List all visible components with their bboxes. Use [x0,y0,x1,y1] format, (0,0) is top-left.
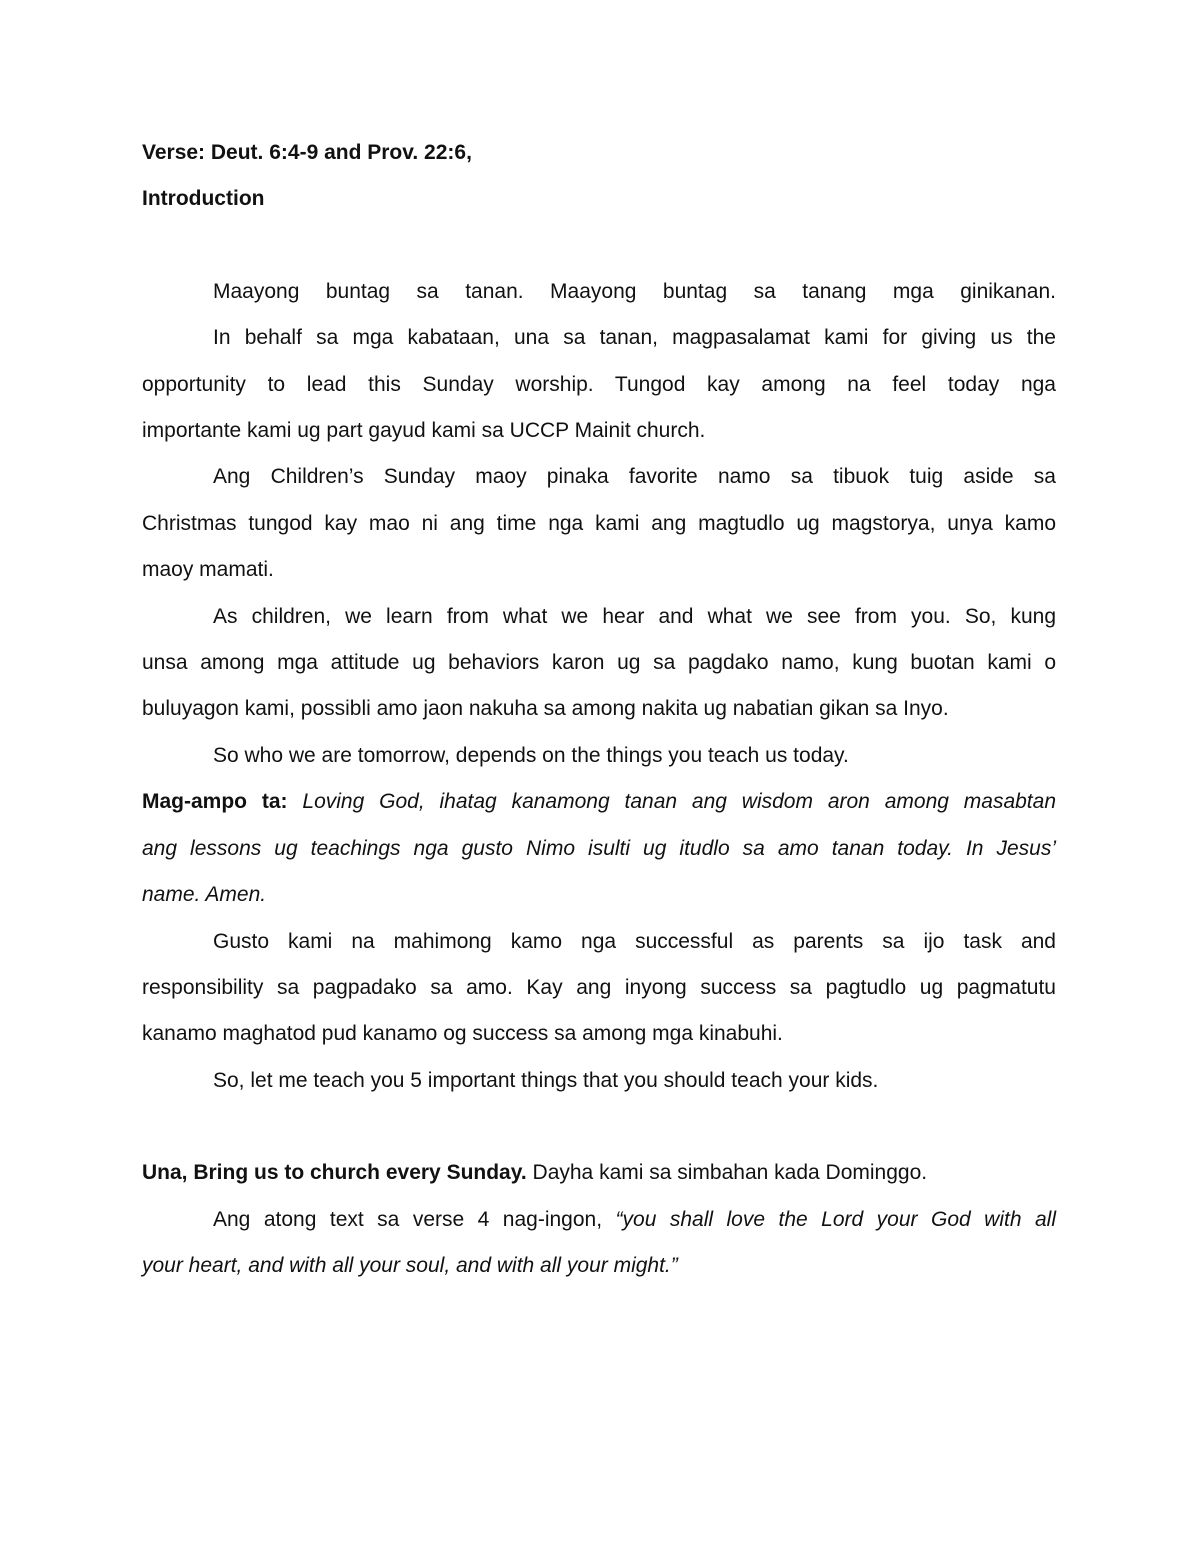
introduction-heading: Introduction [142,187,265,211]
paragraph-3-line-1: As children, we learn from what we hear and what we see from you. So, kung [213,604,1056,628]
paragraph-4: So who we are tomorrow, depends on the things you teach us today. [213,743,849,767]
prayer-line-3: name. Amen. [142,883,267,907]
greeting-line: Maayong buntag sa tanan. Maayong buntag sa tanang mga ginikanan. [213,279,1056,303]
paragraph-5-line-3: kanamo maghatod pud kanamo og success sa among mga kinabuhi. [142,1022,783,1046]
paragraph-7-line-1 [142,1197,1056,1243]
paragraph-5-line-1: Gusto kami na mahimong kamo nga successful as parents sa ijo task and [213,929,1056,953]
paragraph-5-line-2: responsibility sa pagpadako sa amo. Kay ang inyong success sa pagtudlo ug pagmatutu [142,975,1056,999]
paragraph-2-line-3: maoy mamati. [142,558,274,582]
paragraph-2-line-1: Ang Children’s Sunday maoy pinaka favorite namo sa tibuok tuig aside sa [213,465,1056,489]
paragraph-1-line-3: importante kami ug part gayud kami sa UCCP Mainit church. [142,419,706,443]
paragraph-3-line-2: unsa among mga attitude ug behaviors karon ug sa pagdako namo, kung buotan kami o [142,651,1056,675]
paragraph-6: So, let me teach you 5 important things that you should teach your kids. [213,1068,879,1092]
verse-heading: Verse: Deut. 6:4-9 and Prov. 22:6, [142,141,472,164]
prayer-line-1 [142,779,1056,825]
una-line [142,1150,1056,1196]
paragraph-2-line-2: Christmas tungod kay mao ni ang time nga kami ang magtudlo ug magstorya, unya kamo [142,511,1056,535]
una-bold-text: Una, Bring us to church every Sunday. [142,1161,527,1185]
prayer-text-1: Loving God, ihatag kanamong tanan ang wisdom aron among masabtan [302,790,1056,814]
paragraph-7-plain: Ang atong text sa verse 4 nag-ingon, [213,1207,616,1231]
document-page [142,130,1056,1289]
paragraph-1-line-1: In behalf sa mga kabataan, una sa tanan, magpasalamat kami for giving us the [213,326,1056,350]
prayer-label: Mag-ampo ta: [142,790,288,814]
paragraph-7-quote-1: “you shall love the Lord your God with all [615,1207,1056,1231]
una-rest-text: Dayha kami sa simbahan kada Dominggo. [526,1161,928,1185]
paragraph-7-line-2: your heart, and with all your soul, and with all your might.” [142,1253,678,1277]
paragraph-3-line-3: buluyagon kami, possibli amo jaon nakuha sa among nakita ug nabatian gikan sa Inyo. [142,697,949,721]
prayer-line-2: ang lessons ug teachings nga gusto Nimo isulti ug itudlo sa amo tanan today. In Jesus’ [142,836,1056,860]
paragraph-1-line-2: opportunity to lead this Sunday worship. Tungod kay among na feel today nga [142,372,1056,396]
